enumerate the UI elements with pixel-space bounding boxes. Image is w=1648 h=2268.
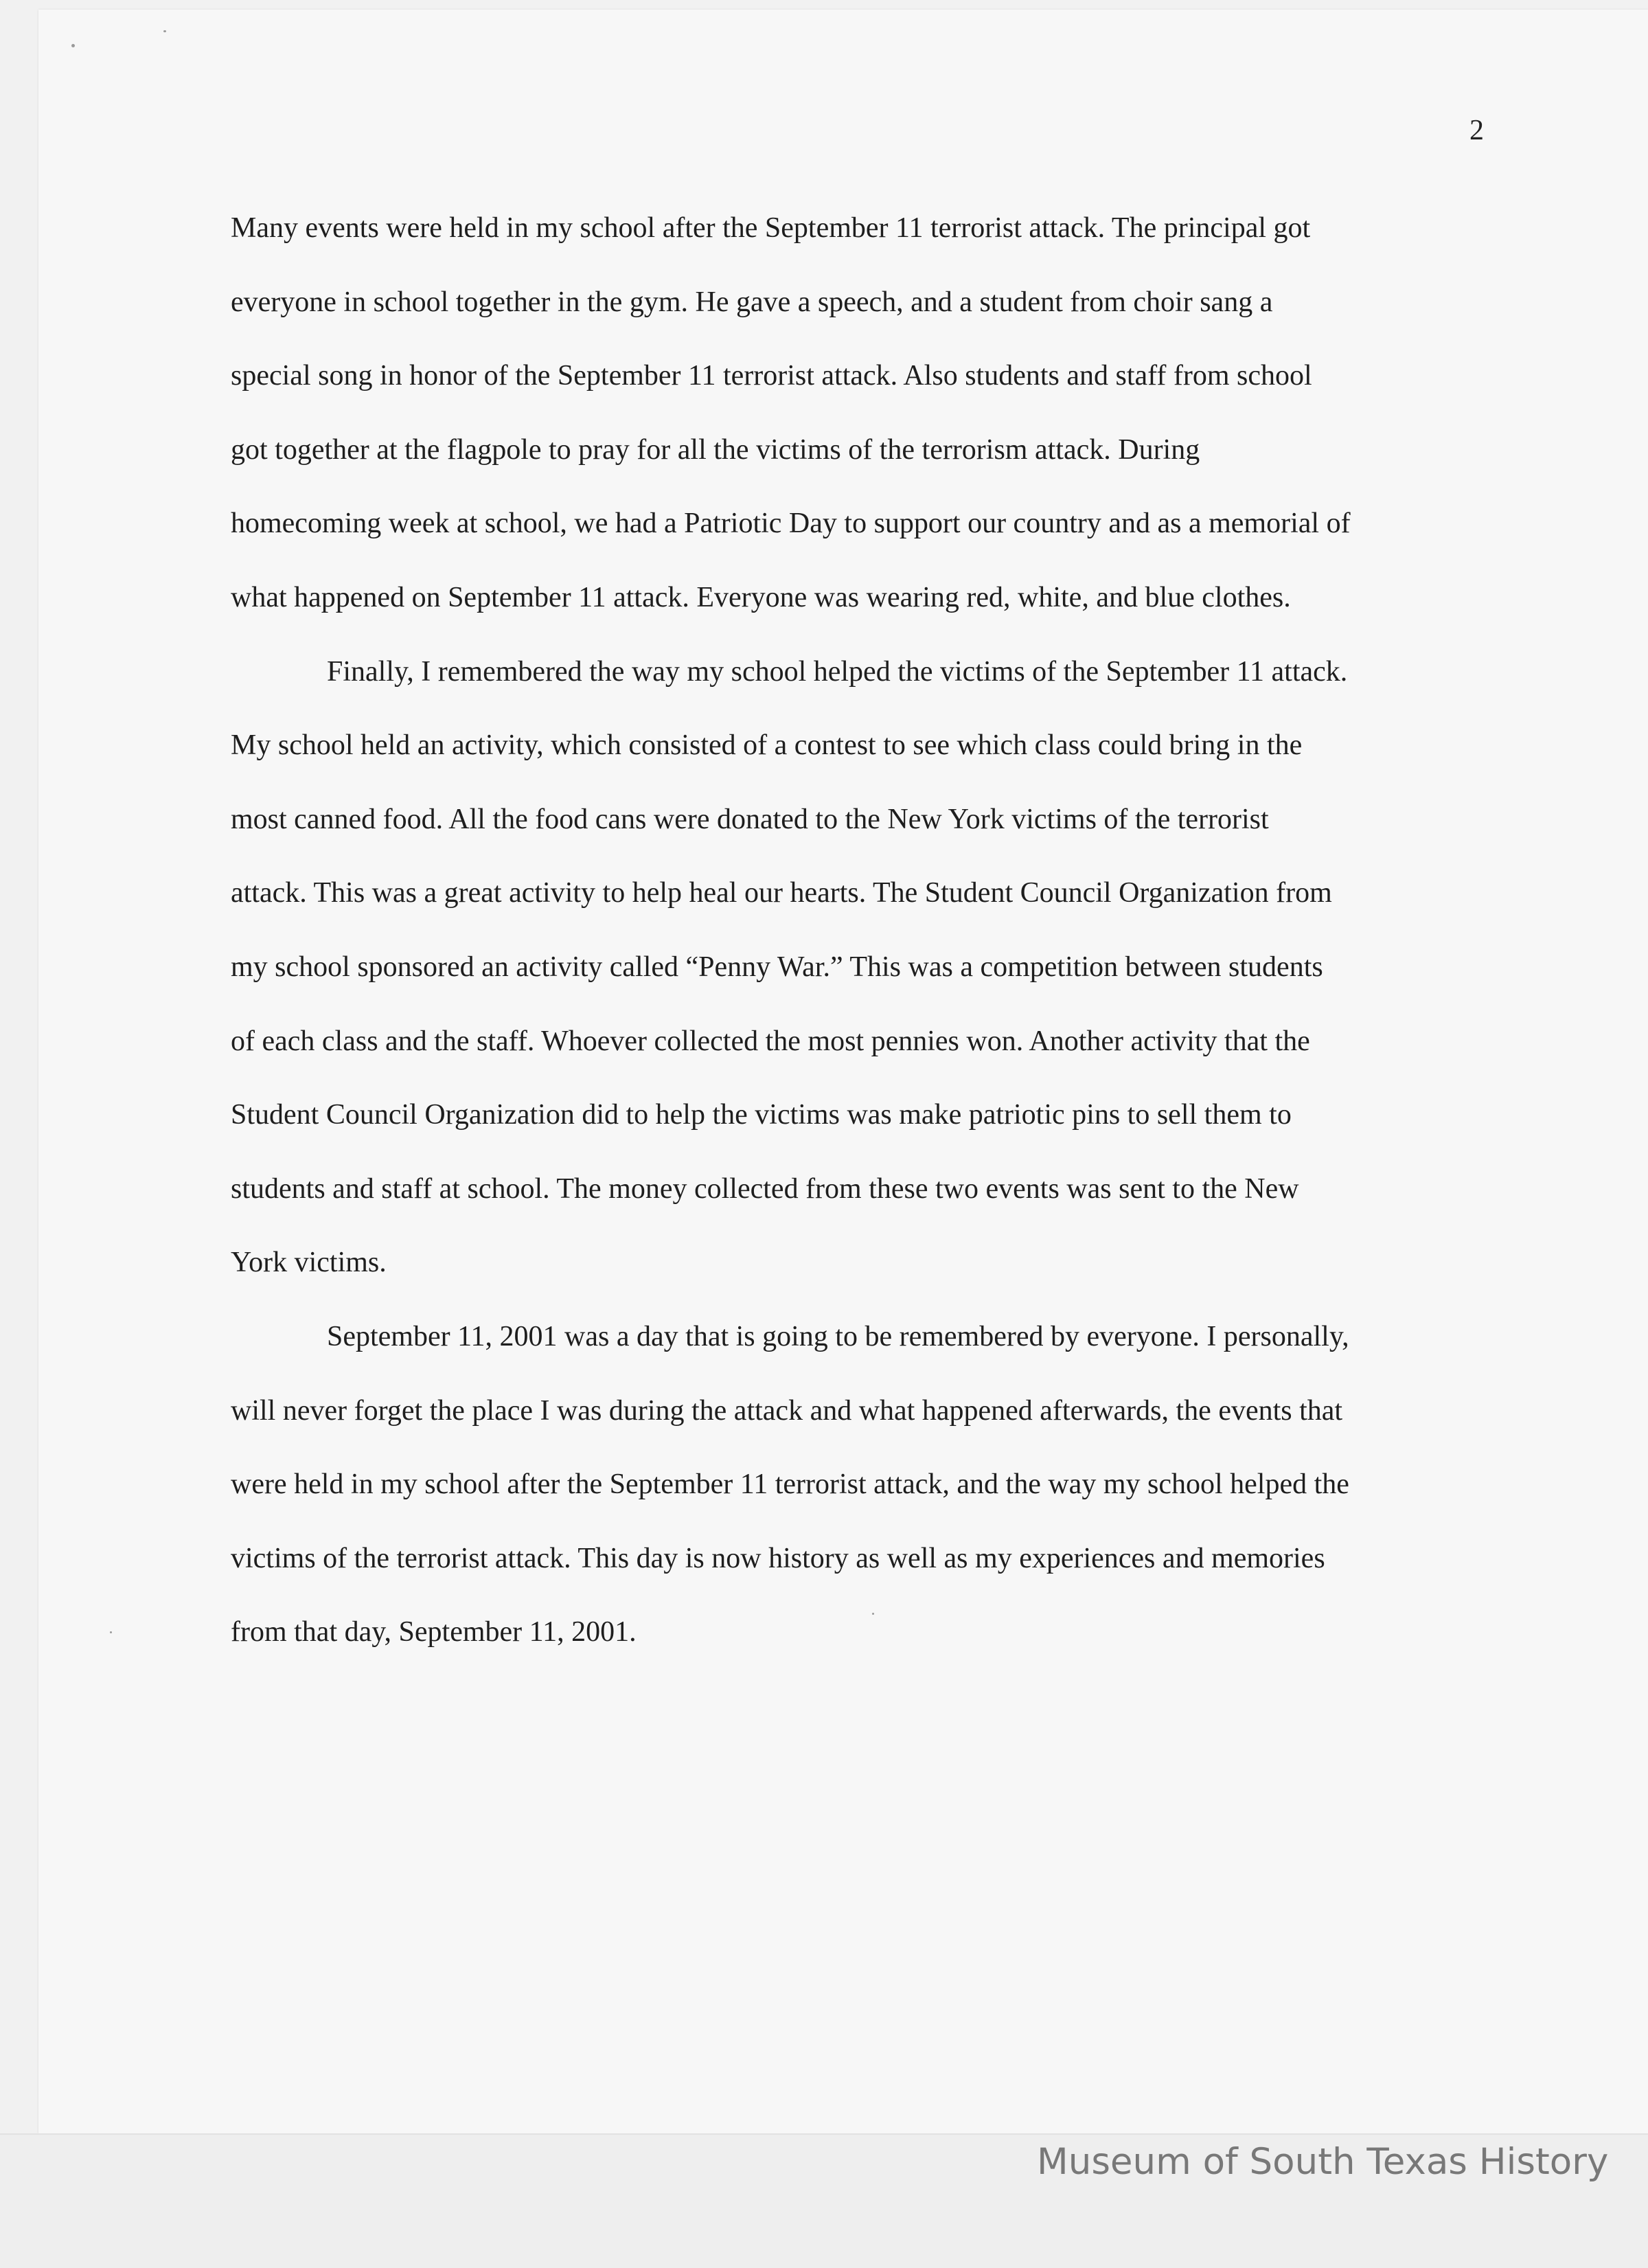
scan-speck xyxy=(163,30,166,32)
text-line: everyone in school together in the gym. He gave a speech, and a student from choir sang a xyxy=(231,286,1273,318)
page-number: 2 xyxy=(1469,115,1484,146)
text-line: Student Council Organization did to help the victims was make patriotic pins to sell them to xyxy=(231,1099,1292,1131)
text-line: got together at the flagpole to pray for all the victims of the terrorism attack. During xyxy=(231,433,1200,466)
text-line: from that day, September 11, 2001. xyxy=(231,1616,637,1648)
text-line: attack. This was a great activity to help heal our hearts. The Student Council Organization from xyxy=(231,877,1332,909)
text-line: York victims. xyxy=(231,1247,387,1279)
text-line: were held in my school after the September 11 terrorist attack, and the way my school helped the xyxy=(231,1468,1349,1501)
text-line: most canned food. All the food cans were donated to the New York victims of the terrorist xyxy=(231,803,1269,835)
museum-watermark: Museum of South Texas History xyxy=(1037,2141,1609,2183)
essay-body xyxy=(231,203,1542,1681)
text-line: victims of the terrorist attack. This day is now history as well as my experiences and memories xyxy=(231,1542,1325,1574)
text-line: My school held an activity, which consisted of a contest to see which class could bring in the xyxy=(231,729,1303,762)
text-line: Finally, I remembered the way my school helped the victims of the September 11 attack. xyxy=(327,655,1348,688)
text-line: my school sponsored an activity called “Penny War.” This was a competition between students xyxy=(231,951,1323,983)
text-line: Many events were held in my school after the September 11 terrorist attack. The principal got xyxy=(231,212,1311,244)
scan-speck xyxy=(110,1631,112,1633)
text-line: what happened on September 11 attack. Everyone was wearing red, white, and blue clothes. xyxy=(231,581,1291,613)
text-line: September 11, 2001 was a day that is going to be remembered by everyone. I personally, xyxy=(327,1320,1349,1352)
text-line: of each class and the staff. Whoever collected the most pennies won. Another activity that the xyxy=(231,1025,1310,1057)
text-line: students and staff at school. The money collected from these two events was sent to the New xyxy=(231,1172,1299,1205)
scan-speck xyxy=(71,44,75,47)
text-line: homecoming week at school, we had a Patriotic Day to support our country and as a memorial of xyxy=(231,508,1351,540)
text-line: special song in honor of the September 11 terrorist attack. Also students and staff from school xyxy=(231,360,1312,392)
text-line: will never forget the place I was during the attack and what happened afterwards, the events that xyxy=(231,1394,1343,1427)
